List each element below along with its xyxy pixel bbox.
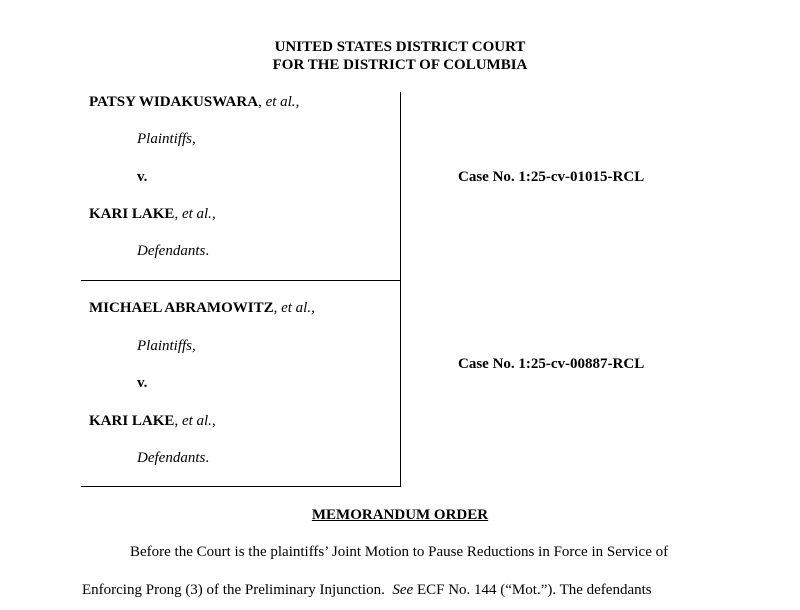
court-name-line-2: FOR THE DISTRICT OF COLUMBIA — [272, 57, 528, 73]
case1-defendant-line — [89, 206, 216, 223]
memo-line2-citation: ECF No. 144 (“Mot.”). The defendants — [416, 582, 652, 598]
memorandum-heading: MEMORANDUM ORDER — [311, 507, 489, 523]
case1-defendant-comma: , — [174, 206, 179, 222]
case2-plaintiff-name: MICHAEL ABRAMOWITZ — [89, 300, 274, 316]
case1-plaintiffs-label: Plaintiffs, — [137, 131, 196, 147]
memo-line2-see-signal: See — [392, 582, 414, 598]
case2-versus: v. — [137, 375, 148, 391]
case1-defendant-trailing-comma: , — [211, 206, 216, 222]
case2-plaintiff-comma: , — [273, 300, 278, 316]
case1-versus: v. — [137, 169, 148, 185]
case2-plaintiffs-label: Plaintiffs, — [137, 338, 196, 354]
case2-case-number: Case No. 1:25-cv-00887-RCL — [458, 356, 645, 372]
case2-defendants-line — [137, 450, 209, 467]
case2-defendant-trailing-comma: , — [211, 413, 216, 429]
case1-plaintiff-trailing-comma: , — [295, 94, 300, 110]
memo-body-line-1: Before the Court is the plaintiffs’ Joint Motion to Pause Reductions in Force in Service of — [130, 544, 669, 560]
case1-defendants-period: . — [205, 243, 210, 259]
case2-defendant-name: KARI LAKE — [89, 413, 175, 429]
case2-defendant-etal: et al. — [181, 413, 212, 429]
memo-line2-text: Enforcing Prong (3) of the Preliminary Injunction. — [82, 582, 385, 598]
case1-defendants-line — [137, 243, 209, 260]
court-name-line-1: UNITED STATES DISTRICT COURT — [274, 39, 526, 55]
case1-defendant-etal: et al. — [181, 206, 212, 222]
case2-plaintiff-line — [89, 300, 315, 317]
caption-bottom-rule — [81, 486, 401, 487]
case1-plaintiff-name: PATSY WIDAKUSWARA — [89, 94, 259, 110]
case2-defendant-comma: , — [174, 413, 179, 429]
case2-plaintiff-trailing-comma: , — [311, 300, 315, 316]
case1-defendants-label: Defendants — [137, 243, 206, 259]
caption-divider-rule — [81, 280, 401, 281]
case1-plaintiff-comma: , — [258, 94, 262, 110]
caption-vertical-rule — [400, 92, 401, 487]
case2-defendant-line — [89, 413, 216, 430]
case1-plaintiff-etal: et al. — [265, 94, 296, 110]
memo-body-line-2 — [82, 582, 652, 599]
case2-plaintiff-etal: et al. — [281, 300, 312, 316]
case1-case-number: Case No. 1:25-cv-01015-RCL — [458, 169, 645, 185]
case2-defendants-period: . — [205, 450, 210, 466]
case1-defendant-name: KARI LAKE — [89, 206, 175, 222]
case1-plaintiff-line — [89, 94, 299, 111]
case2-defendants-label: Defendants — [137, 450, 206, 466]
